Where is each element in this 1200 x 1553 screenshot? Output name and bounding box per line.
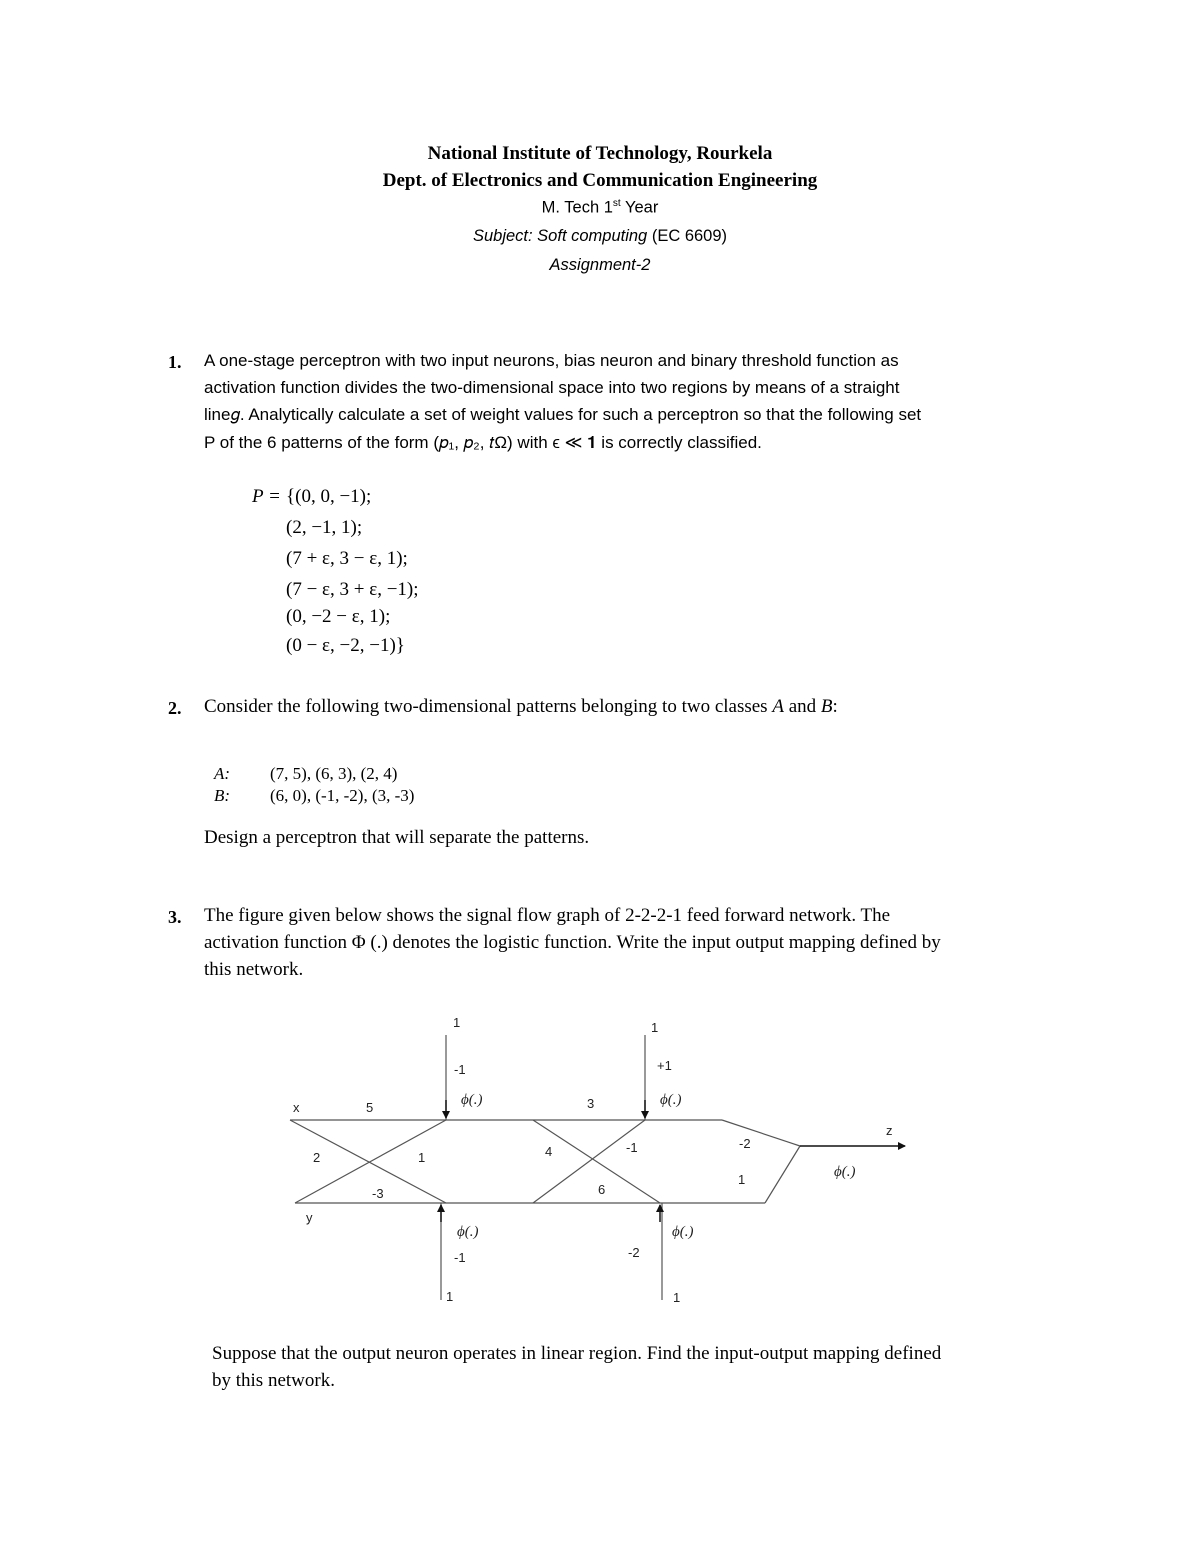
weight-label: -1 xyxy=(454,1062,466,1077)
bias-input-label: 1 xyxy=(453,1015,461,1030)
bias-input-label: 1 xyxy=(673,1290,681,1305)
edge-h4-o xyxy=(765,1146,800,1203)
subject-label: Subject: Soft computing xyxy=(472,227,648,245)
weight-label: 2 xyxy=(313,1150,321,1165)
q1-number: 1. xyxy=(168,352,182,372)
class-b-points: (6, 0), (-1, -2), (3, -3) xyxy=(270,786,415,805)
q2-prompt xyxy=(204,696,838,718)
weight-label: 1 xyxy=(738,1172,746,1187)
pattern-item: (0, −2 − ε, 1); xyxy=(286,606,391,627)
bias-input-label: 1 xyxy=(446,1289,454,1304)
q1-line: A one-stage perceptron with two input neurons, bias neuron and binary threshold function as xyxy=(204,351,899,370)
weight-label: 3 xyxy=(587,1096,595,1111)
q3-followup-line: Suppose that the output neuron operates in linear region. Find the input-output mapping defined xyxy=(212,1343,942,1364)
q2-class-a: A xyxy=(772,696,784,717)
q1-line: activation function divides the two-dimensional space into two regions by means of a straight xyxy=(204,378,900,397)
q1-line: line𝑔. Analytically calculate a set of weight values for such a perceptron so that the following set xyxy=(204,405,922,424)
q3-line: activation function Φ (.) denotes the logistic function. Write the input output mapping defined by xyxy=(204,932,941,953)
q2-number: 2. xyxy=(168,698,182,718)
pattern-item: (2, −1, 1); xyxy=(286,517,363,538)
input-y-label: y xyxy=(306,1210,313,1225)
pattern-item: {(0, 0, −1); xyxy=(286,486,372,507)
weight-label: 1 xyxy=(418,1150,426,1165)
q3-followup-line: by this network. xyxy=(212,1370,335,1391)
weight-label: 5 xyxy=(366,1100,374,1115)
pattern-item: (7 − ε, 3 + ε, −1); xyxy=(286,579,419,600)
bias-input-label: 1 xyxy=(651,1020,659,1035)
phi-label-h2: ϕ(.) xyxy=(457,1224,479,1240)
weight-label: 4 xyxy=(545,1144,553,1159)
q2-instruction: Design a perceptron that will separate the patterns. xyxy=(204,827,590,848)
edge-h3-o xyxy=(722,1120,800,1146)
phi-label-h4: ϕ(.) xyxy=(672,1224,694,1240)
weight-label: -1 xyxy=(454,1250,466,1265)
department-name: Dept. of Electronics and Communication Engineering xyxy=(382,170,818,191)
q3-line: this network. xyxy=(204,959,304,980)
edge-h1-h4 xyxy=(533,1120,660,1203)
q1-line: P of the 6 patterns of the form (𝑝₁, 𝑝₂, 𝑡Ω) with ϵ ≪ 𝟏 is correctly classified. xyxy=(204,433,762,452)
q3-number: 3. xyxy=(168,907,182,927)
q2-text: Consider the following two-dimensional patterns belonging to two classes xyxy=(204,696,773,717)
subject-code: (EC 6609) xyxy=(647,227,728,245)
weight-label: -1 xyxy=(626,1140,638,1155)
pattern-item: (7 + ε, 3 − ε, 1); xyxy=(286,548,408,569)
phi-label-h1: ϕ(.) xyxy=(461,1092,483,1108)
program-line xyxy=(0,198,1200,218)
subject-line xyxy=(0,227,1200,246)
output-z-label: z xyxy=(886,1123,893,1138)
weight-label: -3 xyxy=(372,1186,384,1201)
phi-label-h3: ϕ(.) xyxy=(660,1092,682,1108)
weight-label: +1 xyxy=(657,1058,672,1073)
pattern-item: (0 − ε, −2, −1)} xyxy=(286,635,405,656)
q2-and: and xyxy=(783,696,821,717)
program-sup: st xyxy=(612,198,621,209)
institute-name: National Institute of Technology, Rourkela xyxy=(427,143,773,164)
assignment-title: Assignment-2 xyxy=(549,256,651,274)
weight-label: 6 xyxy=(598,1182,606,1197)
q2-colon: : xyxy=(832,696,838,717)
q2-class-b: B xyxy=(820,696,833,717)
pattern-set-label: P = xyxy=(252,486,281,507)
weight-label: -2 xyxy=(739,1136,751,1151)
edge-h2-h3 xyxy=(533,1120,645,1203)
phi-label-output: ϕ(.) xyxy=(834,1164,856,1180)
class-a-points: (7, 5), (6, 3), (2, 4) xyxy=(270,764,398,783)
class-b-label: B: xyxy=(214,786,231,805)
program-suffix: Year xyxy=(620,198,659,217)
q3-line: The figure given below shows the signal flow graph of 2-2-2-1 feed forward network. The xyxy=(204,905,891,926)
program-text: M. Tech 1 xyxy=(541,198,613,217)
input-x-label: x xyxy=(293,1100,300,1115)
weight-label: -2 xyxy=(628,1245,640,1260)
class-a-label: A: xyxy=(214,764,231,783)
network-diagram xyxy=(0,1000,1200,1310)
